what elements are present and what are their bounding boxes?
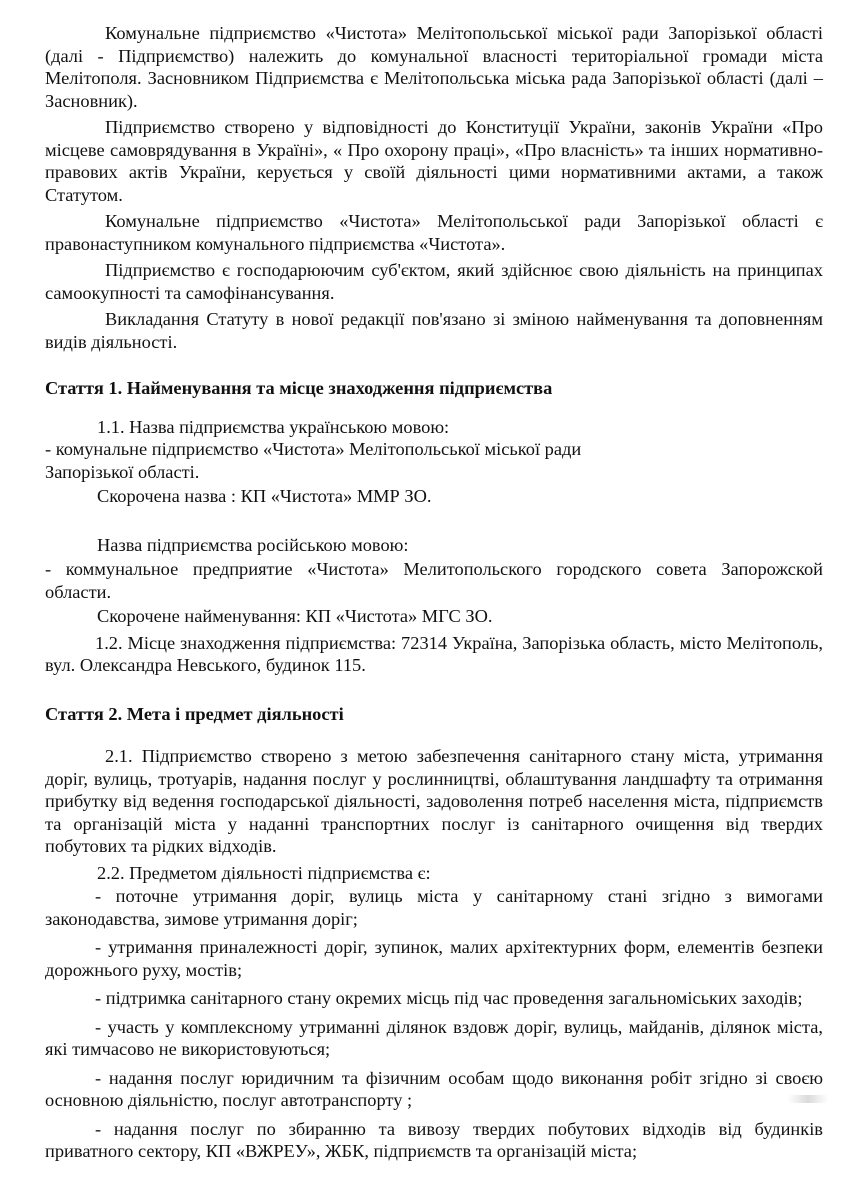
subject-item-1: - поточне утримання доріг, вулиць міста у санітарному стані згідно з вимогами законодавства, зимове утримання доріг; xyxy=(45,886,823,929)
name-ua-label: 1.1. Назва підприємства українською мовою: xyxy=(97,416,450,437)
subject-item-6: - надання послуг по збиранню та вивозу твердих побутових відходів від будинків приватного сектору, КП «ВЖРЕУ», ЖБК, підприємств та організацій міста; xyxy=(45,1118,823,1161)
location: 1.2. Місце знаходження підприємства: 72314 Україна, Запорізька область, місто Мелітополь, вул. Олександра Невського, будинок 115. xyxy=(45,632,823,675)
article-2-heading: Стаття 2. Мета і предмет діяльності xyxy=(45,703,344,724)
purpose-paragraph: 2.1. Підприємство створено з метою забезпечення санітарного стану міста, утримання доріг, вулиць, тротуарів, надання послуг у рослинництві, облаштування ландшафту та отримання прибутку від ведення господарської діяльності, задоволення потреб населення міста, підприємств та організацій міста у наданні транспортних послуг із санітарного очищення від твердих побутових та рідких відходів. xyxy=(45,746,823,856)
name-ua-line-1: - комунальне підприємство «Чистота» Мелітопольської міської ради xyxy=(45,439,582,459)
article-1-heading: Стаття 1. Найменування та місце знаходження підприємства xyxy=(45,378,553,398)
intro-paragraph-2: Підприємство створено у відповідності до Конституції України, законів України «Про місцеве самоврядування в Україні», « Про охорону праці», «Про власність» та інших нормативно-правових актів України, керується у своїй діяльності цими нормативними актами, а також Статутом. xyxy=(45,117,823,205)
scan-smudge xyxy=(788,1095,828,1103)
name-ru: - коммунальное предприятие «Чистота» Мелитопольского городского совета Запорожской области. xyxy=(45,559,823,602)
subject-item-3: - підтримка санітарного стану окремих місць під час проведення загальноміських заходів; xyxy=(95,988,803,1008)
subject-item-2: - утримання приналежності доріг, зупинок, малих архітектурних форм, елементів безпеки дорожнього руху, мостів; xyxy=(45,937,823,980)
name-ua-line-2: Запорізької області. xyxy=(45,461,200,482)
document-page xyxy=(45,22,823,1163)
intro-paragraph-4: Підприємство є господарюючим суб'єктом, який здійснює свою діяльність на принципах самоокупності та самофінансування. xyxy=(45,260,823,303)
short-name-ru: Скорочене найменування: КП «Чистота» МГС ЗО. xyxy=(97,606,493,626)
intro-paragraph-1: Комунальне підприємство «Чистота» Мелітопольської міської ради Запорізької області (далі - Підприємство) належить до комунальної власності територіальної громади міста Мелітополя. Засновником Підприємства є Мелітопольська міська рада Запорізької області (далі – Засновник). xyxy=(45,23,823,111)
subject-label: 2.2. Предметом діяльності підприємства є: xyxy=(97,862,431,883)
intro-paragraph-3: Комунальне підприємство «Чистота» Мелітопольської ради Запорізької області є правонаступником комунального підприємства «Чистота». xyxy=(45,211,823,254)
subject-item-5: - надання послуг юридичним та фізичним особам щодо виконання робіт згідно зі своєю основною діяльністю, послуг автотранспорту ; xyxy=(45,1067,823,1110)
name-ru-label: Назва підприємства російською мовою: xyxy=(97,534,409,555)
intro-paragraph-5: Викладання Статуту в нової редакції пов'язано зі зміною найменування та доповненням видів діяльності. xyxy=(45,309,823,352)
subject-item-4: - участь у комплексному утриманні ділянок вздовж доріг, вулиць, майданів, ділянок міста, які тимчасово не використовуються; xyxy=(45,1016,823,1059)
short-name-ua: Скорочена назва : КП «Чистота» ММР ЗО. xyxy=(97,486,432,506)
